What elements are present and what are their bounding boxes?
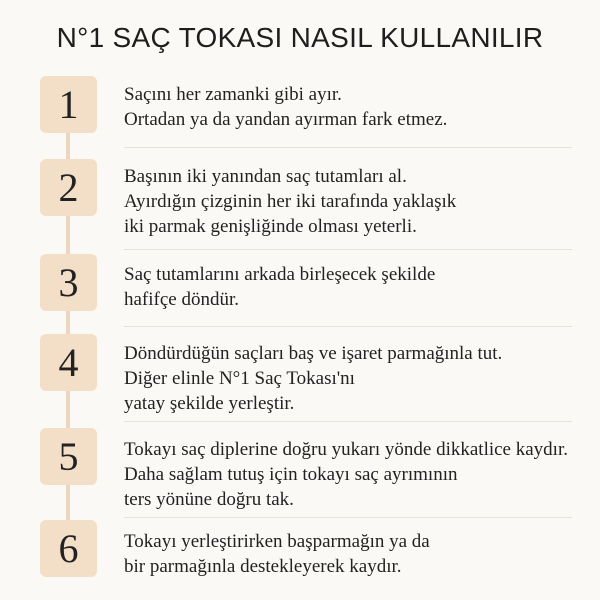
step-line: hafifçe döndür. (124, 289, 240, 310)
step-number-badge: 4 (40, 334, 97, 391)
step-line: yatay şekilde yerleştir. (124, 393, 295, 414)
divider (124, 147, 572, 148)
page-title: N°1 SAÇ TOKASI NASIL KULLANILIR (56, 22, 544, 53)
step-line: ters yönüne doğru tak. (124, 489, 294, 510)
step-line: Saçını her zamanki gibi ayır. (124, 84, 342, 105)
divider (124, 249, 572, 250)
step-text (124, 341, 594, 416)
step-text (124, 82, 594, 132)
step-number-badge: 1 (40, 76, 97, 133)
step-line: Diğer elinle N°1 Saç Tokası'nı (124, 368, 355, 389)
step-number-badge: 5 (40, 428, 97, 485)
step-line: Ortadan ya da yandan ayırman fark etmez. (124, 109, 448, 130)
step-line: Tokayı saç diplerine doğru yukarı yönde dikkatlice kaydır. (124, 439, 568, 460)
divider (124, 326, 572, 327)
step-text (124, 262, 594, 312)
step-line: Döndürdüğün saçları baş ve işaret parmağınla tut. (124, 343, 503, 364)
step-number-badge: 6 (40, 520, 97, 577)
step-line: iki parmak genişliğinde olması yeterli. (124, 216, 417, 237)
step-number-badge: 2 (40, 159, 97, 216)
step-text (124, 437, 594, 512)
step-line: Ayırdığın çizginin her iki tarafında yaklaşık (124, 191, 457, 212)
step-text (124, 529, 594, 579)
step-line: Daha sağlam tutuş için tokayı saç ayrımının (124, 464, 458, 485)
step-line: Başının iki yanından saç tutamları al. (124, 166, 407, 187)
step-text (124, 164, 594, 239)
divider (124, 517, 572, 518)
divider (124, 421, 572, 422)
step-line: Tokayı yerleştirirken başparmağın ya da (124, 531, 430, 552)
step-line: bir parmağınla destekleyerek kaydır. (124, 556, 402, 577)
step-number-badge: 3 (40, 254, 97, 311)
step-line: Saç tutamlarını arkada birleşecek şekilde (124, 264, 436, 285)
